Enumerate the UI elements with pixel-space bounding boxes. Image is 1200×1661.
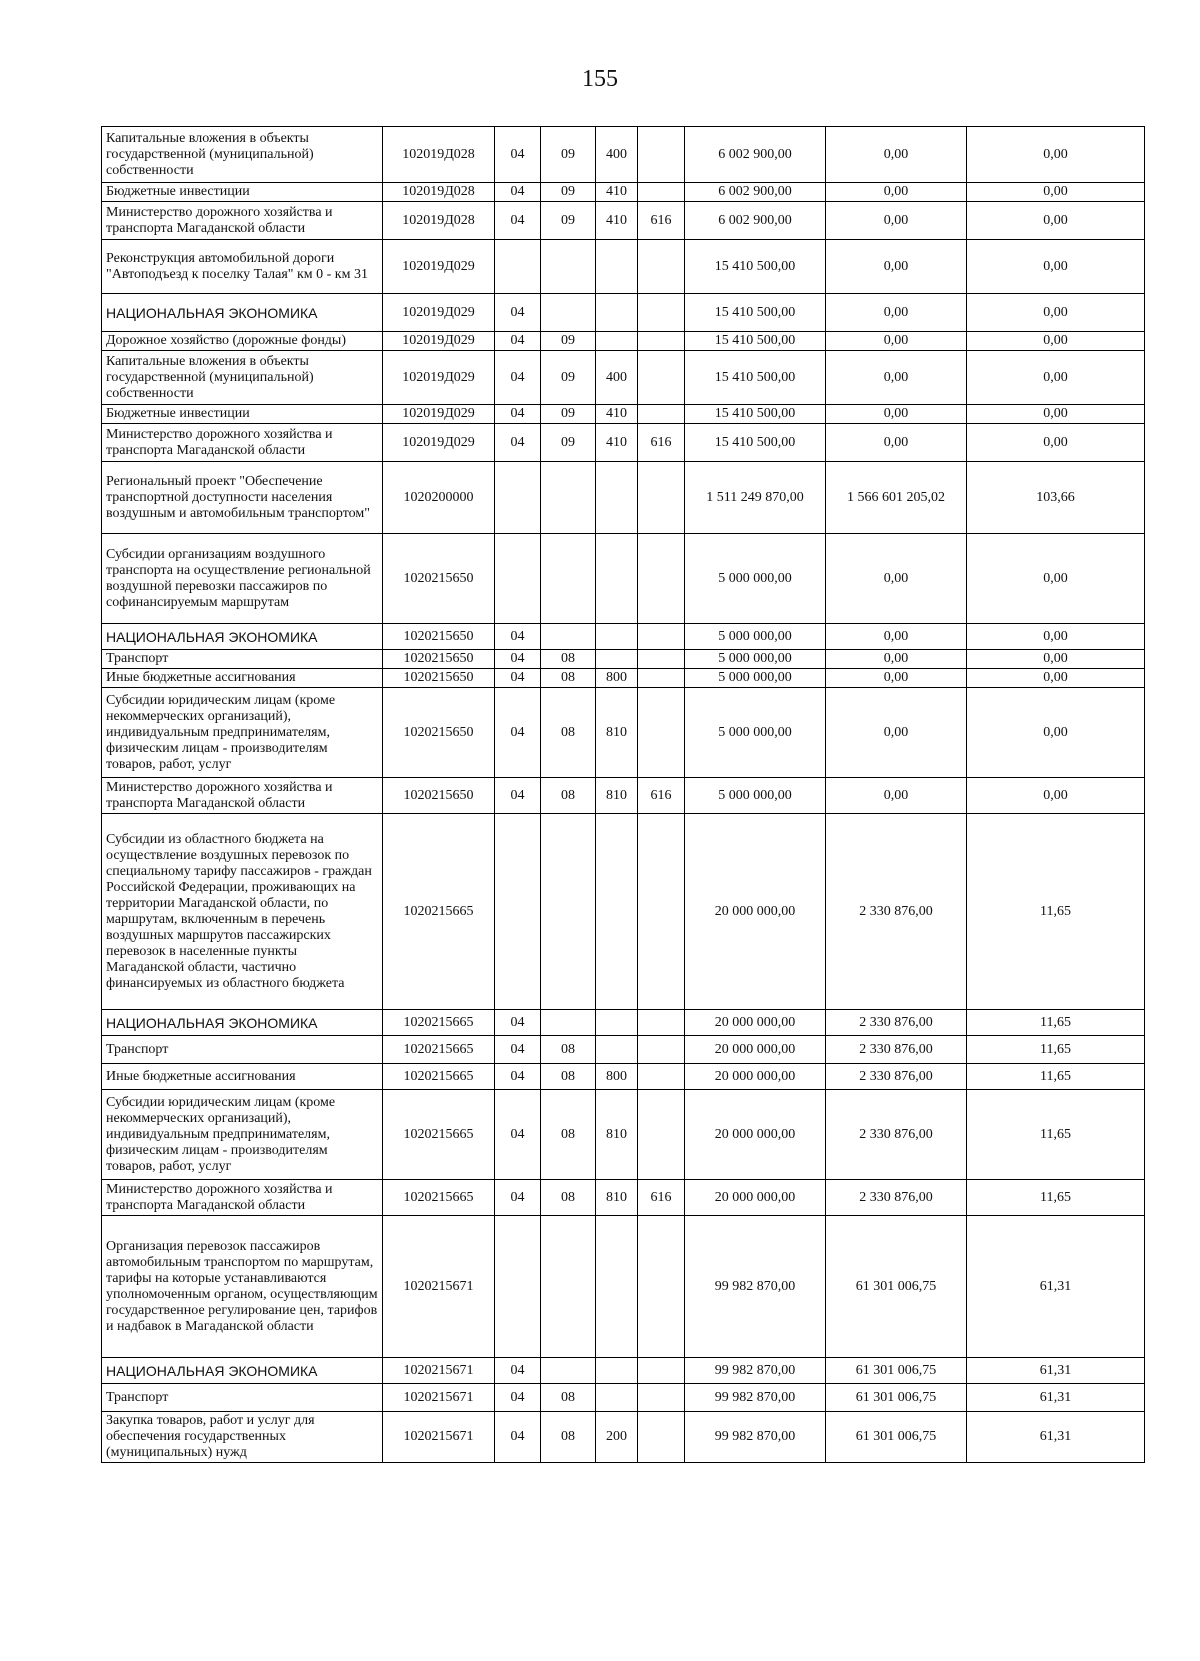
row-section-cell: 04 (495, 778, 541, 814)
row-actual-cell: 0,00 (826, 534, 967, 624)
table-row (102, 1090, 1145, 1180)
table-row (102, 624, 1145, 650)
row-percent-cell: 61,31 (967, 1384, 1145, 1412)
row-section-cell: 04 (495, 405, 541, 424)
table-row (102, 202, 1145, 240)
row-actual-cell: 0,00 (826, 351, 967, 405)
row-code-cell: 102019Д029 (383, 294, 495, 332)
row-percent-cell: 0,00 (967, 183, 1145, 202)
row-percent-cell: 0,00 (967, 650, 1145, 669)
row-actual-cell: 0,00 (826, 624, 967, 650)
row-name-cell: Субсидии юридическим лицам (кроме некоммерческих организаций), индивидуальным предпринимателям, физическим лицам - производителям товаров, работ, услуг (102, 688, 383, 778)
table-row (102, 1384, 1145, 1412)
row-name-cell: Министерство дорожного хозяйства и транспорта Магаданской области (102, 424, 383, 462)
row-admin-code-cell (638, 183, 685, 202)
row-actual-cell: 0,00 (826, 332, 967, 351)
row-expense-type-cell: 410 (596, 424, 638, 462)
row-code-cell: 102019Д029 (383, 240, 495, 294)
row-subsection-cell (541, 240, 596, 294)
row-name-cell: Транспорт (102, 1384, 383, 1412)
row-plan-cell: 5 000 000,00 (685, 650, 826, 669)
row-admin-code-cell: 616 (638, 202, 685, 240)
row-admin-code-cell (638, 534, 685, 624)
row-actual-cell: 2 330 876,00 (826, 814, 967, 1010)
row-code-cell: 102019Д028 (383, 183, 495, 202)
row-section-cell: 04 (495, 202, 541, 240)
row-actual-cell: 0,00 (826, 183, 967, 202)
row-subsection-cell: 08 (541, 1064, 596, 1090)
row-plan-cell: 20 000 000,00 (685, 1010, 826, 1036)
row-name-cell: Транспорт (102, 1036, 383, 1064)
row-name-cell: Иные бюджетные ассигнования (102, 1064, 383, 1090)
row-subsection-cell (541, 624, 596, 650)
row-actual-cell: 2 330 876,00 (826, 1010, 967, 1036)
row-subsection-cell (541, 534, 596, 624)
row-name-cell: Бюджетные инвестиции (102, 405, 383, 424)
row-code-cell: 1020215650 (383, 624, 495, 650)
row-admin-code-cell (638, 127, 685, 183)
table-row (102, 1010, 1145, 1036)
row-actual-cell: 1 566 601 205,02 (826, 462, 967, 534)
table-row (102, 1036, 1145, 1064)
row-expense-type-cell (596, 332, 638, 351)
row-subsection-cell: 09 (541, 127, 596, 183)
row-percent-cell: 0,00 (967, 294, 1145, 332)
row-subsection-cell (541, 462, 596, 534)
row-name-cell: Региональный проект "Обеспечение транспортной доступности населения воздушным и автомобильным транспортом" (102, 462, 383, 534)
row-subsection-cell: 09 (541, 405, 596, 424)
row-expense-type-cell (596, 462, 638, 534)
row-admin-code-cell (638, 650, 685, 669)
row-section-cell: 04 (495, 1180, 541, 1216)
row-subsection-cell (541, 1010, 596, 1036)
row-subsection-cell: 08 (541, 688, 596, 778)
row-subsection-cell (541, 1216, 596, 1358)
row-section-cell (495, 240, 541, 294)
row-expense-type-cell: 800 (596, 669, 638, 688)
row-percent-cell: 61,31 (967, 1358, 1145, 1384)
row-section-cell: 04 (495, 688, 541, 778)
row-percent-cell: 0,00 (967, 424, 1145, 462)
page-number: 155 (582, 66, 618, 92)
row-code-cell: 1020215650 (383, 778, 495, 814)
row-section-cell: 04 (495, 1064, 541, 1090)
row-plan-cell: 15 410 500,00 (685, 405, 826, 424)
row-code-cell: 102019Д029 (383, 405, 495, 424)
row-percent-cell: 103,66 (967, 462, 1145, 534)
row-plan-cell: 5 000 000,00 (685, 669, 826, 688)
row-code-cell: 1020215650 (383, 650, 495, 669)
row-plan-cell: 6 002 900,00 (685, 183, 826, 202)
row-expense-type-cell: 410 (596, 405, 638, 424)
table-row (102, 424, 1145, 462)
row-section-cell: 04 (495, 351, 541, 405)
row-plan-cell: 20 000 000,00 (685, 814, 826, 1010)
row-name-cell: Иные бюджетные ассигнования (102, 669, 383, 688)
row-actual-cell: 0,00 (826, 240, 967, 294)
row-section-cell: 04 (495, 332, 541, 351)
row-code-cell: 102019Д029 (383, 424, 495, 462)
row-subsection-cell: 09 (541, 424, 596, 462)
row-admin-code-cell (638, 1216, 685, 1358)
row-code-cell: 1020215650 (383, 669, 495, 688)
row-code-cell: 102019Д029 (383, 351, 495, 405)
row-percent-cell: 11,65 (967, 1090, 1145, 1180)
row-actual-cell: 0,00 (826, 669, 967, 688)
row-code-cell: 1020215671 (383, 1384, 495, 1412)
row-code-cell: 1020215650 (383, 688, 495, 778)
row-percent-cell: 0,00 (967, 240, 1145, 294)
budget-table (101, 126, 1145, 1463)
row-actual-cell: 2 330 876,00 (826, 1036, 967, 1064)
row-admin-code-cell (638, 1358, 685, 1384)
row-code-cell: 1020215665 (383, 1036, 495, 1064)
row-percent-cell: 11,65 (967, 1180, 1145, 1216)
row-percent-cell: 0,00 (967, 778, 1145, 814)
table-row (102, 294, 1145, 332)
row-admin-code-cell (638, 1090, 685, 1180)
row-actual-cell: 0,00 (826, 405, 967, 424)
row-expense-type-cell (596, 1216, 638, 1358)
row-plan-cell: 15 410 500,00 (685, 424, 826, 462)
row-expense-type-cell: 800 (596, 1064, 638, 1090)
row-plan-cell: 20 000 000,00 (685, 1090, 826, 1180)
row-admin-code-cell (638, 1412, 685, 1463)
table-row (102, 351, 1145, 405)
row-expense-type-cell (596, 534, 638, 624)
row-actual-cell: 0,00 (826, 688, 967, 778)
table-row (102, 1358, 1145, 1384)
row-actual-cell: 0,00 (826, 778, 967, 814)
row-code-cell: 102019Д028 (383, 202, 495, 240)
row-percent-cell: 0,00 (967, 405, 1145, 424)
row-expense-type-cell (596, 240, 638, 294)
row-admin-code-cell (638, 1064, 685, 1090)
row-plan-cell: 15 410 500,00 (685, 240, 826, 294)
row-actual-cell: 0,00 (826, 294, 967, 332)
row-name-cell: Министерство дорожного хозяйства и транспорта Магаданской области (102, 778, 383, 814)
row-name-cell: Транспорт (102, 650, 383, 669)
row-admin-code-cell (638, 351, 685, 405)
row-expense-type-cell: 810 (596, 1090, 638, 1180)
table-row (102, 462, 1145, 534)
row-percent-cell: 11,65 (967, 814, 1145, 1010)
table-row (102, 1064, 1145, 1090)
row-subsection-cell: 09 (541, 351, 596, 405)
row-percent-cell: 11,65 (967, 1064, 1145, 1090)
row-plan-cell: 15 410 500,00 (685, 294, 826, 332)
row-subsection-cell: 09 (541, 183, 596, 202)
row-name-cell: Организация перевозок пассажиров автомобильным транспортом по маршрутам, тарифы на которые устанавливаются уполномоченным органом, осуществляющим государственное регулирование цен, тарифов и надбавок в Магаданской области (102, 1216, 383, 1358)
row-actual-cell: 61 301 006,75 (826, 1216, 967, 1358)
table-row (102, 688, 1145, 778)
row-admin-code-cell (638, 294, 685, 332)
row-plan-cell: 15 410 500,00 (685, 332, 826, 351)
row-expense-type-cell (596, 1010, 638, 1036)
row-subsection-cell: 08 (541, 778, 596, 814)
row-actual-cell: 2 330 876,00 (826, 1180, 967, 1216)
row-section-cell: 04 (495, 1412, 541, 1463)
row-admin-code-cell (638, 462, 685, 534)
row-percent-cell: 61,31 (967, 1216, 1145, 1358)
row-plan-cell: 5 000 000,00 (685, 534, 826, 624)
row-actual-cell: 2 330 876,00 (826, 1064, 967, 1090)
table-row (102, 127, 1145, 183)
row-admin-code-cell (638, 814, 685, 1010)
row-admin-code-cell (638, 1036, 685, 1064)
row-expense-type-cell: 410 (596, 183, 638, 202)
row-section-cell: 04 (495, 1090, 541, 1180)
row-expense-type-cell (596, 1036, 638, 1064)
row-plan-cell: 99 982 870,00 (685, 1412, 826, 1463)
row-expense-type-cell: 810 (596, 1180, 638, 1216)
row-plan-cell: 1 511 249 870,00 (685, 462, 826, 534)
row-code-cell: 102019Д029 (383, 332, 495, 351)
row-subsection-cell: 08 (541, 1036, 596, 1064)
row-name-cell: Субсидии из областного бюджета на осуществление воздушных перевозок по специальному тарифу пассажиров - граждан Российской Федерации, проживающих на территории Магаданской области, по маршрутам, включенным в перечень воздушных маршрутов пассажирских перевозок в населенные пункты Магаданской области, частично финансируемых из областного бюджета (102, 814, 383, 1010)
row-code-cell: 1020215671 (383, 1358, 495, 1384)
row-percent-cell: 11,65 (967, 1010, 1145, 1036)
row-section-cell: 04 (495, 669, 541, 688)
row-name-cell: Субсидии организациям воздушного транспорта на осуществление региональной воздушной перевозки пассажиров по софинансируемым маршрутам (102, 534, 383, 624)
row-plan-cell: 20 000 000,00 (685, 1036, 826, 1064)
row-expense-type-cell (596, 1384, 638, 1412)
row-plan-cell: 5 000 000,00 (685, 778, 826, 814)
table-row (102, 778, 1145, 814)
table-row (102, 1412, 1145, 1463)
row-plan-cell: 20 000 000,00 (685, 1180, 826, 1216)
row-actual-cell: 61 301 006,75 (826, 1358, 967, 1384)
table-row (102, 650, 1145, 669)
row-expense-type-cell: 400 (596, 351, 638, 405)
row-actual-cell: 2 330 876,00 (826, 1090, 967, 1180)
row-plan-cell: 15 410 500,00 (685, 351, 826, 405)
row-plan-cell: 5 000 000,00 (685, 688, 826, 778)
row-code-cell: 1020215650 (383, 534, 495, 624)
row-percent-cell: 0,00 (967, 127, 1145, 183)
row-plan-cell: 99 982 870,00 (685, 1358, 826, 1384)
row-expense-type-cell (596, 1358, 638, 1384)
row-name-cell: НАЦИОНАЛЬНАЯ ЭКОНОМИКА (102, 1358, 383, 1384)
row-name-cell: Реконструкция автомобильной дороги "Автоподъезд к поселку Талая" км 0 - км 31 (102, 240, 383, 294)
row-actual-cell: 0,00 (826, 202, 967, 240)
row-actual-cell: 61 301 006,75 (826, 1412, 967, 1463)
row-expense-type-cell (596, 650, 638, 669)
table-row (102, 240, 1145, 294)
row-admin-code-cell (638, 1010, 685, 1036)
row-section-cell: 04 (495, 1036, 541, 1064)
row-expense-type-cell: 410 (596, 202, 638, 240)
row-percent-cell: 61,31 (967, 1412, 1145, 1463)
row-percent-cell: 0,00 (967, 669, 1145, 688)
row-subsection-cell (541, 1358, 596, 1384)
row-percent-cell: 0,00 (967, 534, 1145, 624)
row-code-cell: 1020215665 (383, 1180, 495, 1216)
table-body (102, 127, 1145, 1463)
row-code-cell: 1020215671 (383, 1412, 495, 1463)
row-subsection-cell: 08 (541, 1090, 596, 1180)
row-section-cell: 04 (495, 624, 541, 650)
table-row (102, 183, 1145, 202)
row-actual-cell: 0,00 (826, 127, 967, 183)
row-plan-cell: 99 982 870,00 (685, 1384, 826, 1412)
row-name-cell: НАЦИОНАЛЬНАЯ ЭКОНОМИКА (102, 1010, 383, 1036)
row-admin-code-cell: 616 (638, 778, 685, 814)
row-subsection-cell (541, 814, 596, 1010)
row-plan-cell: 6 002 900,00 (685, 202, 826, 240)
row-admin-code-cell: 616 (638, 424, 685, 462)
row-plan-cell: 6 002 900,00 (685, 127, 826, 183)
row-percent-cell: 0,00 (967, 332, 1145, 351)
row-name-cell: Министерство дорожного хозяйства и транспорта Магаданской области (102, 202, 383, 240)
row-section-cell: 04 (495, 1358, 541, 1384)
table-row (102, 1180, 1145, 1216)
row-actual-cell: 0,00 (826, 424, 967, 462)
row-plan-cell: 5 000 000,00 (685, 624, 826, 650)
row-admin-code-cell (638, 332, 685, 351)
row-code-cell: 1020215671 (383, 1216, 495, 1358)
table-row (102, 1216, 1145, 1358)
row-percent-cell: 0,00 (967, 351, 1145, 405)
row-section-cell: 04 (495, 294, 541, 332)
row-code-cell: 102019Д028 (383, 127, 495, 183)
row-expense-type-cell: 810 (596, 778, 638, 814)
row-admin-code-cell (638, 405, 685, 424)
row-expense-type-cell: 810 (596, 688, 638, 778)
row-percent-cell: 0,00 (967, 202, 1145, 240)
row-section-cell: 04 (495, 424, 541, 462)
row-subsection-cell: 08 (541, 669, 596, 688)
row-name-cell: Субсидии юридическим лицам (кроме некоммерческих организаций), индивидуальным предпринимателям, физическим лицам - производителям товаров, работ, услуг (102, 1090, 383, 1180)
row-subsection-cell: 08 (541, 1384, 596, 1412)
table-row (102, 534, 1145, 624)
row-expense-type-cell (596, 814, 638, 1010)
row-expense-type-cell: 400 (596, 127, 638, 183)
row-admin-code-cell (638, 688, 685, 778)
row-subsection-cell: 09 (541, 332, 596, 351)
table-row (102, 332, 1145, 351)
row-admin-code-cell (638, 240, 685, 294)
row-name-cell: Закупка товаров, работ и услуг для обеспечения государственных (муниципальных) нужд (102, 1412, 383, 1463)
row-section-cell (495, 462, 541, 534)
row-expense-type-cell: 200 (596, 1412, 638, 1463)
row-percent-cell: 11,65 (967, 1036, 1145, 1064)
row-actual-cell: 0,00 (826, 650, 967, 669)
table-row (102, 669, 1145, 688)
row-code-cell: 1020215665 (383, 1064, 495, 1090)
row-section-cell: 04 (495, 183, 541, 202)
row-section-cell: 04 (495, 1010, 541, 1036)
row-code-cell: 1020215665 (383, 1010, 495, 1036)
row-code-cell: 1020200000 (383, 462, 495, 534)
row-name-cell: Капитальные вложения в объекты государственной (муниципальной) собственности (102, 351, 383, 405)
row-admin-code-cell (638, 669, 685, 688)
table-row (102, 405, 1145, 424)
row-name-cell: Капитальные вложения в объекты государственной (муниципальной) собственности (102, 127, 383, 183)
row-plan-cell: 20 000 000,00 (685, 1064, 826, 1090)
row-name-cell: НАЦИОНАЛЬНАЯ ЭКОНОМИКА (102, 294, 383, 332)
row-plan-cell: 99 982 870,00 (685, 1216, 826, 1358)
row-section-cell (495, 814, 541, 1010)
row-admin-code-cell (638, 1384, 685, 1412)
row-subsection-cell: 08 (541, 650, 596, 669)
row-code-cell: 1020215665 (383, 1090, 495, 1180)
row-admin-code-cell: 616 (638, 1180, 685, 1216)
row-admin-code-cell (638, 624, 685, 650)
row-expense-type-cell (596, 294, 638, 332)
row-expense-type-cell (596, 624, 638, 650)
row-name-cell: Министерство дорожного хозяйства и транспорта Магаданской области (102, 1180, 383, 1216)
row-section-cell: 04 (495, 650, 541, 669)
row-subsection-cell: 08 (541, 1180, 596, 1216)
table-row (102, 814, 1145, 1010)
row-section-cell (495, 1216, 541, 1358)
row-percent-cell: 0,00 (967, 624, 1145, 650)
row-code-cell: 1020215665 (383, 814, 495, 1010)
row-section-cell (495, 534, 541, 624)
row-name-cell: Дорожное хозяйство (дорожные фонды) (102, 332, 383, 351)
row-actual-cell: 61 301 006,75 (826, 1384, 967, 1412)
row-section-cell: 04 (495, 1384, 541, 1412)
row-subsection-cell: 08 (541, 1412, 596, 1463)
row-name-cell: НАЦИОНАЛЬНАЯ ЭКОНОМИКА (102, 624, 383, 650)
row-name-cell: Бюджетные инвестиции (102, 183, 383, 202)
row-section-cell: 04 (495, 127, 541, 183)
row-percent-cell: 0,00 (967, 688, 1145, 778)
row-subsection-cell: 09 (541, 202, 596, 240)
row-subsection-cell (541, 294, 596, 332)
